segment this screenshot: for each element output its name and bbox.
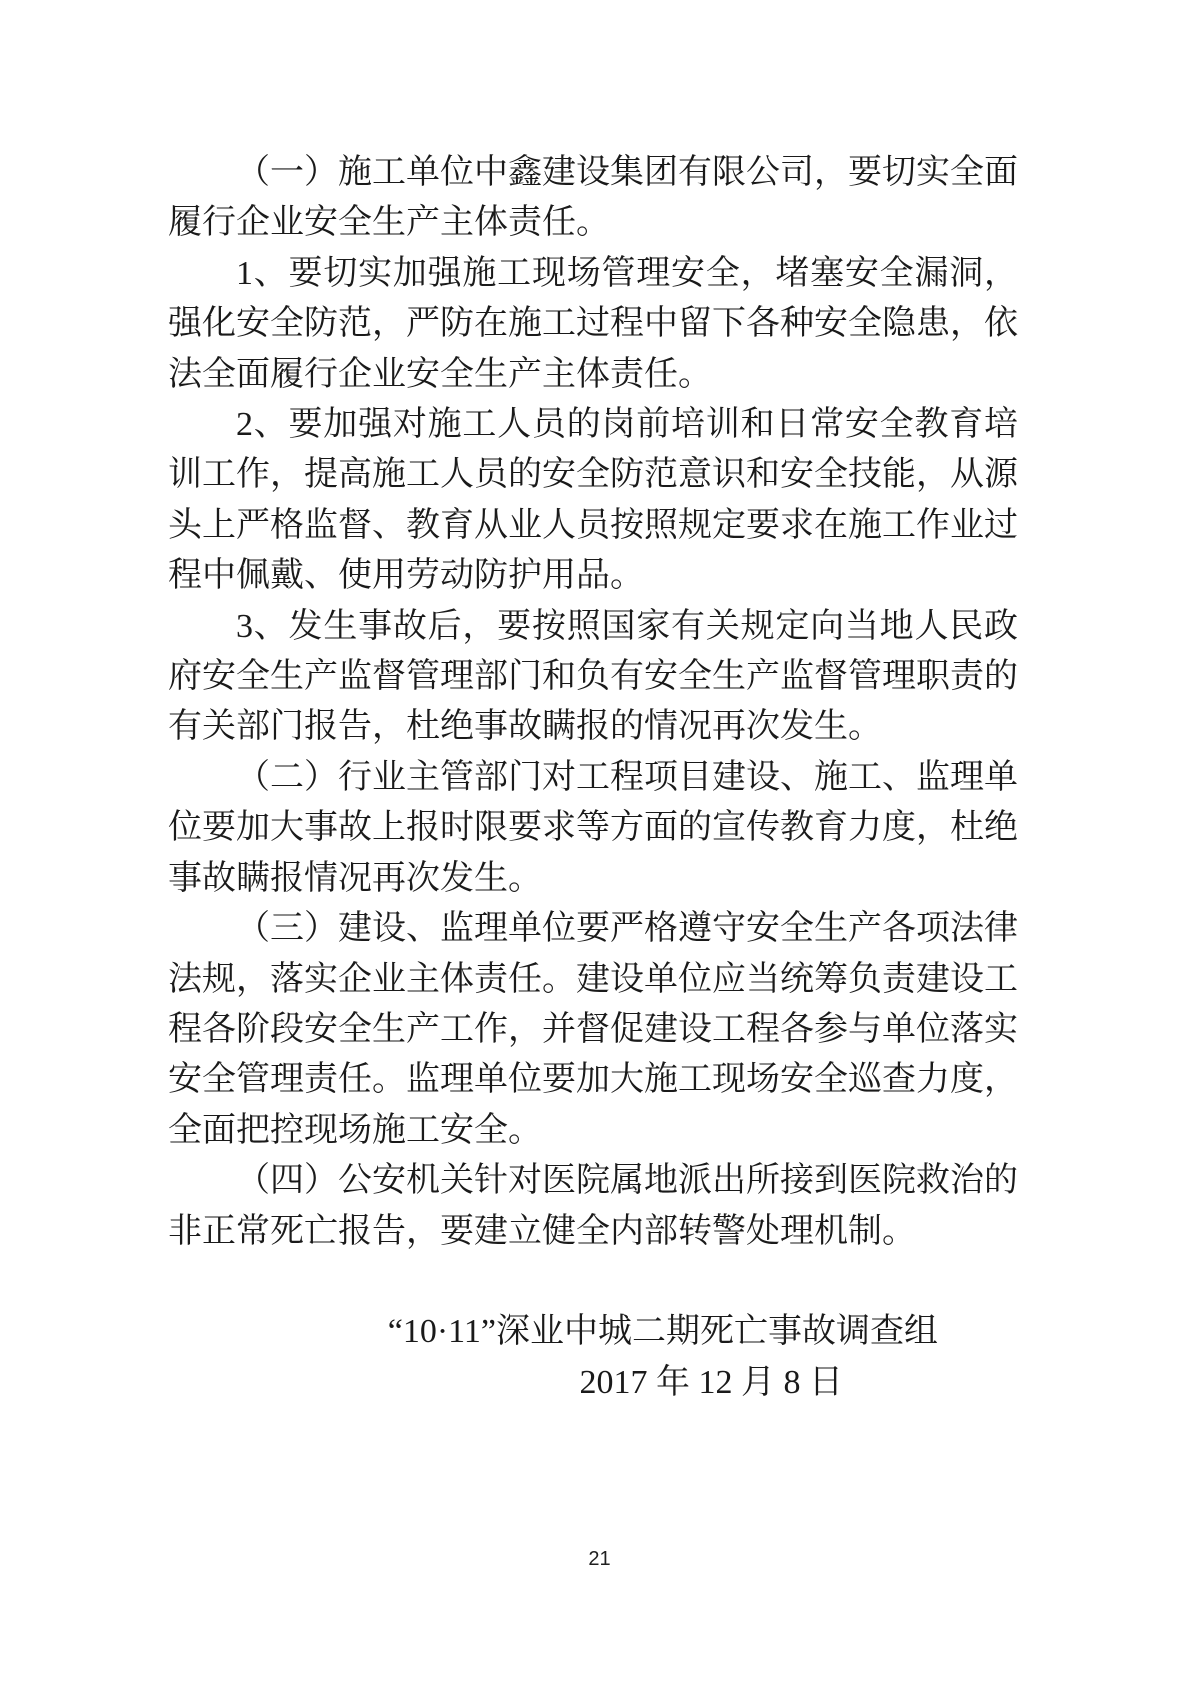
paragraph-item-1: 1、要切实加强施工现场管理安全，堵塞安全漏洞，强化安全防范，严防在施工过程中留下各种安全隐患，依法全面履行企业安全生产主体责任。 xyxy=(168,254,1018,393)
paragraph-section-1: （一）施工单位中鑫建设集团有限公司，要切实全面履行企业安全生产主体责任。 xyxy=(168,154,1018,242)
paragraph-section-4: （四）公安机关针对医院属地派出所接到医院救治的非正常死亡报告，要建立健全内部转警处理机制。 xyxy=(168,1162,1018,1250)
paragraph-section-2: （二）行业主管部门对工程项目建设、施工、监理单位要加大事故上报时限要求等方面的宣传教育力度，杜绝事故瞒报情况再次发生。 xyxy=(168,758,1018,897)
page-footer xyxy=(0,1548,1199,1571)
document-body xyxy=(168,148,1018,1408)
paragraph-item-3: 3、发生事故后，要按照国家有关规定向当地人民政府安全生产监督管理部门和负有安全生产监督管理职责的有关部门报告，杜绝事故瞒报的情况再次发生。 xyxy=(168,607,1018,746)
date-line: 2017 年 12 月 8 日 xyxy=(579,1363,843,1401)
paragraph-item-2: 2、要加强对施工人员的岗前培训和日常安全教育培训工作，提高施工人员的安全防范意识和安全技能，从源头上严格监督、教育从业人员按照规定要求在施工作业过程中佩戴、使用劳动防护用品。 xyxy=(168,406,1018,595)
page-number: 21 xyxy=(588,1548,611,1570)
signature-line: “10·11”深业中城二期死亡事故调查组 xyxy=(387,1313,938,1351)
paragraph-section-3: （三）建设、监理单位要严格遵守安全生产各项法律法规，落实企业主体责任。建设单位应当统筹负责建设工程各阶段安全生产工作，并督促建设工程各参与单位落实安全管理责任。监理单位要加大施工现场安全巡查力度，全面把控现场施工安全。 xyxy=(168,910,1018,1149)
